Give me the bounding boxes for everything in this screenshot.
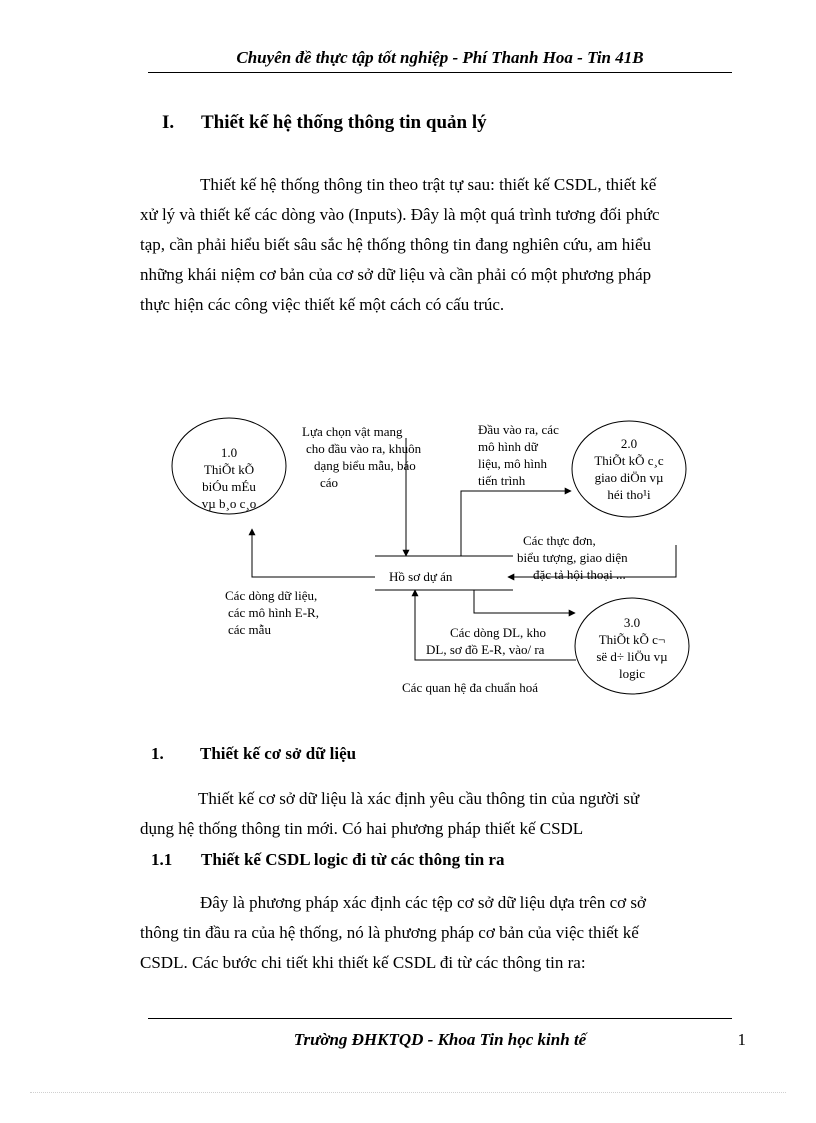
label-line: Các dòng dữ liệu, (225, 588, 318, 603)
node1-number: 1.0 (220, 445, 238, 460)
label-right (515, 532, 685, 583)
label-line: dạng biểu mẫu, báo (314, 458, 416, 473)
subsection-title: Thiết kế CSDL logic đi từ các thông tin ra (201, 850, 505, 869)
node3-line: së d÷ liÖu vµ (596, 649, 668, 664)
node1-text (187, 444, 271, 513)
label-line: Các thực đơn, (523, 533, 596, 548)
sub11-line: thông tin đầu ra của hệ thống, nó là phương pháp cơ bản của việc thiết kế (140, 923, 639, 942)
sub1-line: dụng hệ thống thông tin mới. Có hai phương pháp thiết kế CSDL (140, 819, 584, 838)
section-number: I. (162, 112, 175, 133)
subsection-number: 1.1 (151, 850, 173, 869)
subsection-title: Thiết kế cơ sở dữ liệu (200, 744, 357, 763)
sub1-line: Thiết kế cơ sở dữ liệu là xác định yêu cầu thông tin của người sử (198, 789, 640, 808)
sub11-line: Đây là phương pháp xác định các tệp cơ sở dữ liệu dựa trên cơ sở (200, 893, 646, 912)
node2-line: ThiÕt kÕ c¸c (594, 453, 664, 468)
intro-line: xử lý và thiết kế các dòng vào (Inputs). Đây là một quá trình tương đối phức (140, 205, 660, 224)
node3-line: ThiÕt kÕ c¬ (598, 632, 666, 647)
node1-line: biÓu mÉu (202, 479, 256, 494)
label-line: đặc tả hội thoại ... (533, 567, 626, 582)
arrow-store-to-node3 (474, 590, 575, 613)
node3-text (590, 614, 674, 683)
intro-line: thực hiện các công việc thiết kế một cách có cấu trúc. (140, 295, 505, 314)
page-number: 1 (737, 1030, 746, 1049)
datastore-label: Hồ sơ dự án (389, 569, 453, 584)
label-bottom-mid (426, 624, 586, 658)
label-line: các mẫu (228, 622, 271, 637)
node2-line: héi tho¹i (607, 487, 651, 502)
subsection-number: 1. (151, 744, 164, 763)
label-line: mô hình dữ (478, 439, 538, 454)
page-header: Chuyên đề thực tập tốt nghiệp - Phí Thanh Hoa - Tin 41B (236, 48, 644, 67)
sub11-paragraph (140, 888, 740, 978)
label-line: Các dòng DL, kho (450, 625, 547, 640)
section-title: Thiết kế hệ thống thông tin quản lý (201, 112, 487, 133)
label-top-left (302, 423, 462, 491)
footer-rule (148, 1018, 732, 1019)
node2-line: giao diÖn vµ (594, 470, 664, 485)
node1-line: ThiÕt kÕ (203, 462, 255, 477)
label-line: Lựa chọn vật mang (302, 424, 403, 439)
node1-line: vµ b¸o c¸o (201, 496, 257, 511)
label-top-right (478, 421, 588, 489)
intro-line: Thiết kế hệ thống thông tin theo trật tự sau: thiết kế CSDL, thiết kế (200, 175, 657, 194)
node2-text (587, 435, 671, 505)
page-bottom-border (30, 1092, 786, 1093)
label-left (225, 587, 365, 638)
sub1-paragraph (140, 784, 740, 844)
sub11-line: CSDL. Các bước chi tiết khi thiết kế CSDL đi từ các thông tin ra: (140, 953, 586, 972)
label-line: DL, sơ đồ E-R, vào/ ra (426, 642, 545, 657)
label-line: cho đầu vào ra, khuôn (306, 441, 422, 456)
intro-line: tạp, cần phải hiểu biết sâu sắc hệ thống thông tin đang nghiên cứu, am hiểu (140, 235, 652, 254)
node3-number: 3.0 (623, 615, 641, 630)
node2-number: 2.0 (620, 436, 638, 451)
label-bottom: Các quan hệ đa chuẩn hoá (402, 680, 539, 695)
label-line: Đầu vào ra, các (478, 422, 559, 437)
label-line: liệu, mô hình (478, 456, 547, 471)
label-line: biểu tượng, giao diện (517, 550, 628, 565)
intro-line: những khái niệm cơ bản của cơ sở dữ liệu và cần phải có một phương pháp (140, 265, 652, 284)
label-line: tiến trình (478, 473, 526, 488)
label-line: cáo (320, 475, 339, 490)
node3-line: logic (619, 666, 645, 681)
arrow-store-to-node1 (252, 529, 375, 577)
label-line: các mô hình E-R, (228, 605, 319, 620)
page-footer: Trường ĐHKTQD - Khoa Tin học kinh tế (293, 1030, 587, 1049)
